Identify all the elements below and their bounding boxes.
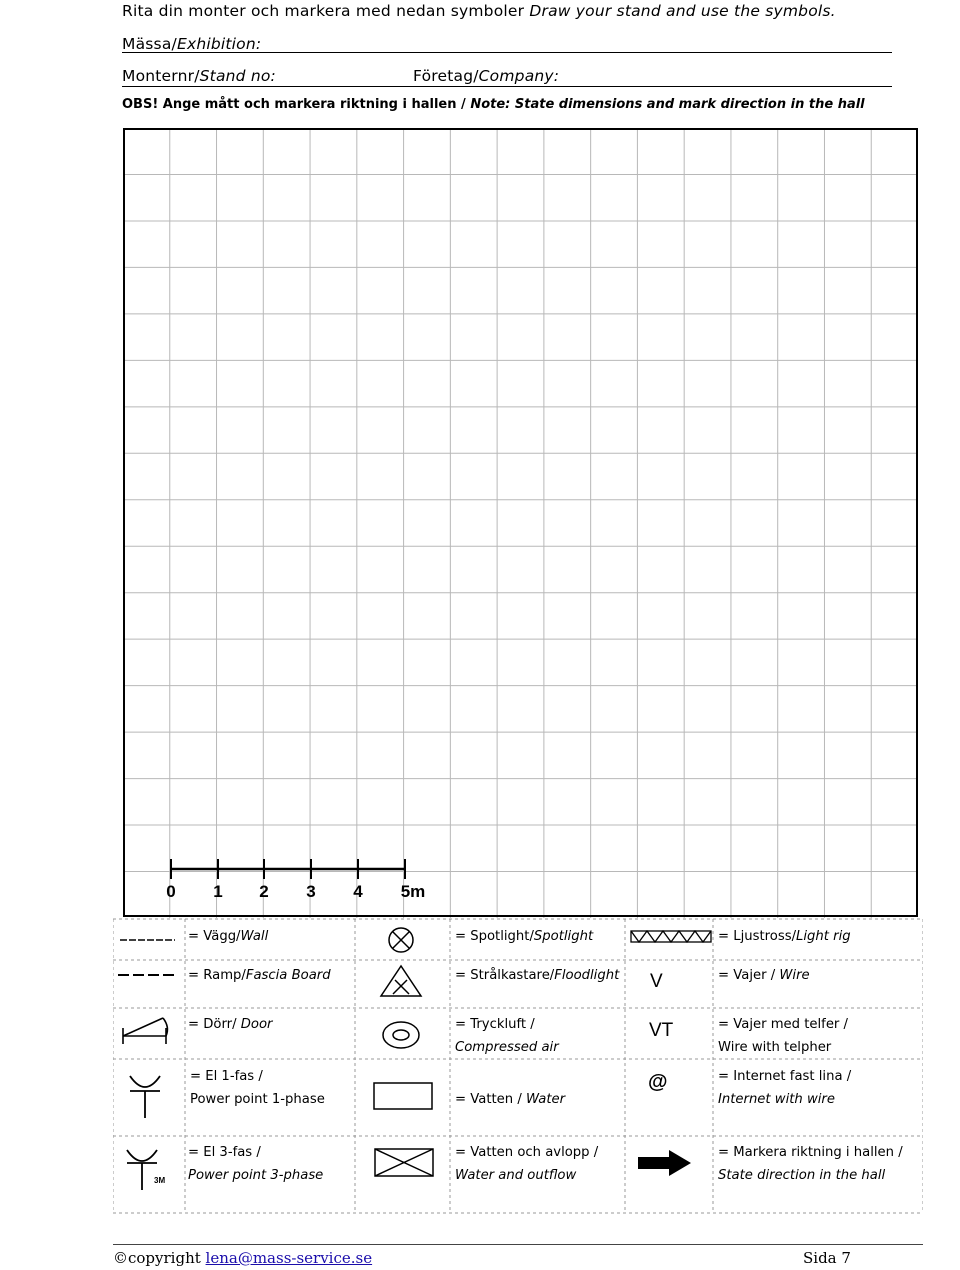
legend-spotlight-text: = Spotlight/Spotlight <box>455 929 594 944</box>
company-label <box>413 67 559 85</box>
floodlight-icon <box>381 966 421 996</box>
scale-label-4: 4 <box>353 882 363 901</box>
water-outflow-icon <box>375 1149 433 1176</box>
power-1-phase-icon <box>130 1076 160 1118</box>
scale-label-2: 2 <box>259 882 269 901</box>
scale-label-3: 3 <box>306 882 316 901</box>
instruction-line <box>122 2 836 20</box>
stand-company-underline <box>122 86 892 87</box>
door-icon <box>123 1018 167 1044</box>
water-icon <box>374 1083 432 1109</box>
scale-label-1: 1 <box>213 882 223 901</box>
legend-water-text: = Vatten / Water <box>455 1092 566 1107</box>
company-label-en: Company: <box>478 67 560 85</box>
legend-floodlight-text: = Strålkastare/Floodlight <box>455 968 620 983</box>
note-en: Note: State dimensions and mark direction in the hall <box>470 97 865 112</box>
scale-label-0: 0 <box>166 882 176 901</box>
compressed-air-icon <box>383 1022 419 1048</box>
grid-border <box>124 129 917 916</box>
drawing-grid[interactable] <box>123 128 918 918</box>
legend-light-rig-text: = Ljustross/Light rig <box>718 929 851 944</box>
legend-power3-text: = El 3-fas / Power point 3-phase <box>188 1145 324 1183</box>
legend-wire-text: = Vajer / Wire <box>718 968 810 983</box>
note-line <box>122 97 865 112</box>
exhibition-label-en: Exhibition: <box>176 35 262 53</box>
page-number: Sida 7 <box>803 1249 851 1267</box>
legend-water-outflow-text: = Vatten och avlopp / Water and outflow <box>455 1145 599 1183</box>
note-sv: OBS! Ange mått och markera riktning i hallen / <box>122 97 466 112</box>
power-3-phase-symbol-text: 3M <box>154 1176 166 1185</box>
company-label-sv: Företag/ <box>413 67 479 85</box>
legend-direction-text: = Markera riktning i hallen / State direction in the hall <box>718 1145 903 1183</box>
instruction-en: Draw your stand and use the symbols. <box>529 2 836 20</box>
legend-wall-text: = Vägg/Wall <box>188 929 269 944</box>
legend-ramp-text: = Ramp/Fascia Board <box>188 968 331 983</box>
footer-divider <box>113 1244 923 1245</box>
exhibition-underline <box>122 52 892 53</box>
footer-copyright <box>113 1249 372 1267</box>
instruction-sv: Rita din monter och markera med nedan symboler <box>122 2 525 20</box>
wire-telpher-symbol: VT <box>649 1020 674 1041</box>
scale-bar <box>166 859 425 901</box>
direction-arrow-icon <box>638 1150 691 1176</box>
internet-symbol: @ <box>648 1071 668 1093</box>
wire-symbol: V <box>650 971 663 992</box>
legend-power1-text: = El 1-fas / Power point 1-phase <box>190 1069 325 1107</box>
exhibition-label <box>122 35 261 53</box>
legend-internet-text: = Internet fast lina / Internet with wire <box>718 1069 852 1107</box>
stand-label-en: Stand no: <box>199 67 276 85</box>
exhibition-label-sv: Mässa/ <box>122 35 177 53</box>
power-3-phase-icon <box>127 1150 157 1190</box>
legend-wire-telpher-text: = Vajer med telfer / Wire with telpher <box>718 1017 848 1055</box>
stand-label-sv: Monternr/ <box>122 67 200 85</box>
spotlight-icon <box>389 928 413 952</box>
light-rig-icon <box>631 931 711 942</box>
legend-door-text: = Dörr/ Door <box>188 1017 273 1032</box>
email-link[interactable]: lena@mass-service.se <box>205 1249 373 1267</box>
stand-label <box>122 67 276 85</box>
copyright-text: ©copyright <box>113 1249 206 1267</box>
grid-lines <box>123 128 918 918</box>
scale-label-5: 5m <box>400 882 426 901</box>
legend-air-text: = Tryckluft / Compressed air <box>455 1017 559 1055</box>
